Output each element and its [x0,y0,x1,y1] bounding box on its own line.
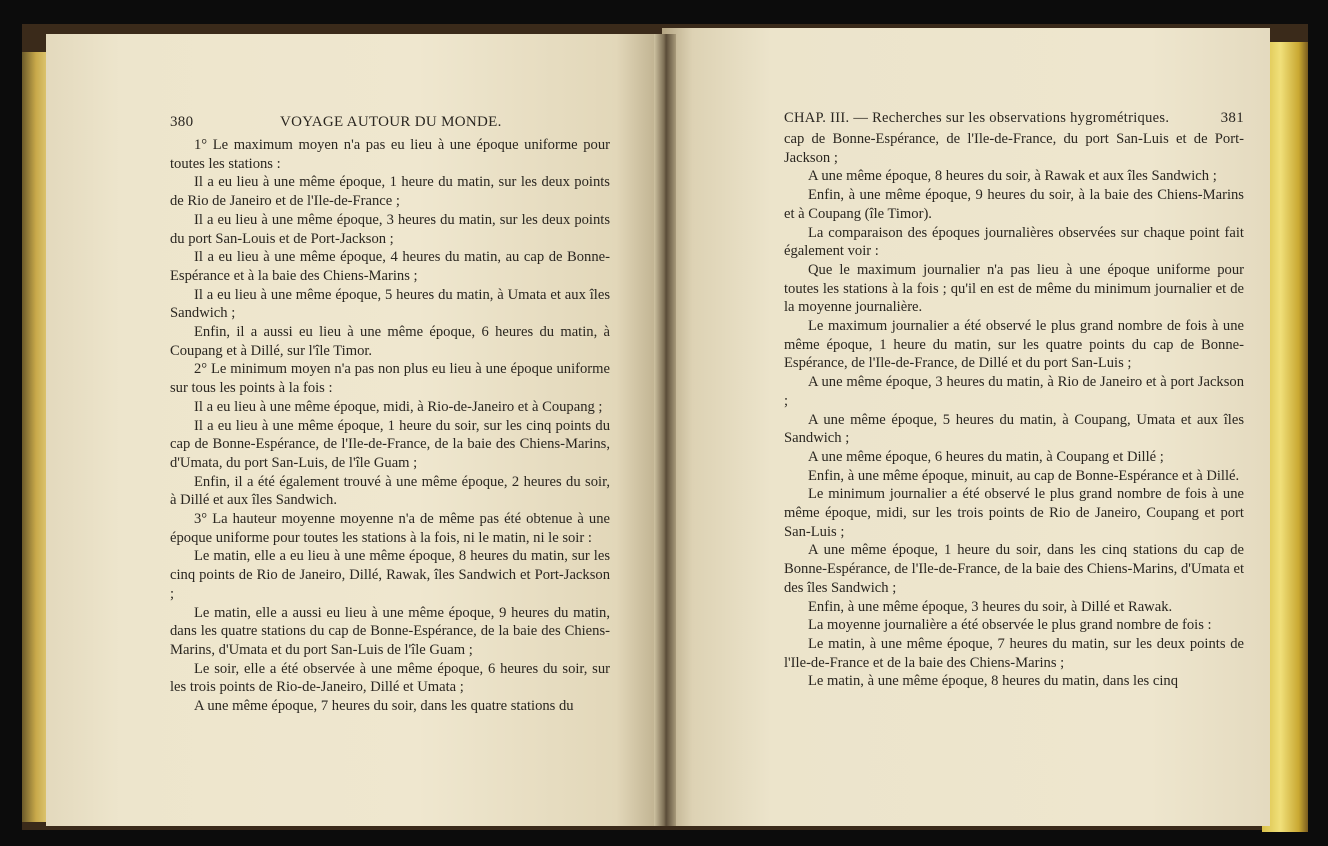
paragraph: A une même époque, 8 heures du soir, à Rawak et aux îles Sandwich ; [808,168,1217,185]
paragraph: Enfin, il a été également trouvé à une même époque, 2 heures du soir, à Dillé et aux îles Sandwich. [170,473,610,509]
right-page [662,28,1270,826]
paragraph: Le soir, elle a été observée à une même époque, 6 heures du soir, sur les trois points de Rio-de-Janeiro, Dillé et Umata ; [170,660,610,696]
paragraph: A une même époque, 3 heures du matin, à Rio de Janeiro et à port Jackson ; [784,374,1244,409]
paragraph: Le matin, elle a aussi eu lieu à une même époque, 9 heures du matin, dans les quatre stations du cap de Bonne-Espérance, de la baie des Chiens-Marins, d'Umata et du port San-Luis de l'île Guam ; [170,604,610,658]
paragraph: Le matin, à une même époque, 7 heures du matin, sur les deux points de l'Ile-de-France et de la baie des Chiens-Marins ; [784,635,1244,671]
right-page-body [784,130,1244,691]
left-page-number: 380 [170,114,194,130]
paragraph: Il a eu lieu à une même époque, 3 heures du matin, sur les deux points du port San-Louis et de Port-Jackson ; [170,211,610,247]
paragraph: Il a eu lieu à une même époque, 4 heures du matin, au cap de Bonne-Espérance et à la baie des Chiens-Marins ; [170,249,610,284]
paragraph: 2° Le minimum moyen n'a pas non plus eu lieu à une époque uniforme sur tous les points à la fois : [170,361,610,397]
paragraph: Le matin, à une même époque, 8 heures du matin, dans les cinq [808,673,1179,690]
paragraph: Que le maximum journalier n'a pas lieu à une époque uniforme pour toutes les stations à la fois ; qu'il en est de même du minimum journalier et de la moyenne journalière. [784,261,1244,316]
left-page [46,34,666,826]
book-gutter [654,34,676,826]
paragraph: Enfin, il a aussi eu lieu à une même époque, 6 heures du matin, à Coupang et à Dillé, sur l'île Timor. [170,324,610,359]
paragraph: La comparaison des époques journalières observées sur chaque point fait également voir : [784,224,1244,260]
paragraph: Il a eu lieu à une même époque, 1 heure du matin, sur les deux points de Rio de Janeiro et de l'Ile-de-France ; [170,174,610,210]
paragraph: Il a eu lieu à une même époque, midi, à Rio-de-Janeiro et à Coupang ; [194,398,603,415]
paragraph: A une même époque, 5 heures du matin, à Coupang, Umata et aux îles Sandwich ; [784,411,1244,447]
paragraph: Le minimum journalier a été observé le plus grand nombre de fois à une même époque, midi, sur les trois points de Rio de Janeiro, Coupang et port San-Luis ; [784,486,1244,540]
paragraph: 1° Le maximum moyen n'a pas eu lieu à une époque uniforme pour toutes les stations : [170,137,610,172]
paragraph: A une même époque, 1 heure du soir, dans les cinq stations du cap de Bonne-Espérance, de l'Ile-de-France, de la baie des Chiens-Marins, d'Umata et des îles Sandwich ; [784,542,1244,596]
paragraph: A une même époque, 6 heures du matin, à Coupang et Dillé ; [808,448,1164,465]
paragraph: A une même époque, 7 heures du soir, dans les quatre stations du [194,698,574,715]
paragraph: cap de Bonne-Espérance, de l'Ile-de-France, du port San-Luis et de Port-Jackson ; [784,131,1244,166]
open-book [22,24,1308,830]
paragraph: Enfin, à une même époque, minuit, au cap de Bonne-Espérance et à Dillé. [808,467,1240,484]
paragraph: Le matin, elle a eu lieu à une même époque, 8 heures du matin, sur les cinq points de Rio de Janeiro, Dillé, Rawak, îles Sandwich et Port-Jackson ; [170,548,610,602]
paragraph: La moyenne journalière a été observée le plus grand nombre de fois : [808,617,1212,634]
right-page-number: 381 [1220,110,1244,126]
paragraph: Enfin, à une même époque, 9 heures du soir, à la baie des Chiens-Marins et à Coupang (île Timor). [784,187,1244,222]
paragraph: Il a eu lieu à une même époque, 5 heures du matin, à Umata et aux îles Sandwich ; [170,286,610,322]
paragraph: Il a eu lieu à une même époque, 1 heure du soir, sur les cinq points du cap de Bonne-Espérance, de l'Ile-de-France, de la baie des Chiens-Marins, d'Umata, du port San-Luis, de l'île Guam ; [170,417,610,471]
paragraph: Enfin, à une même époque, 3 heures du soir, à Dillé et Rawak. [808,598,1173,615]
paragraph: 3° La hauteur moyenne moyenne n'a de même pas été obtenue à une époque uniforme pour toutes les stations à la fois, ni le matin, ni le soir : [170,511,610,546]
right-running-title: CHAP. III. — Recherches sur les observations hygrométriques. [784,110,1170,126]
paragraph: Le maximum journalier a été observé le plus grand nombre de fois à une même époque, 1 heure du matin, sur les quatre points du cap de Bonne-Espérance, de l'Ile-de-France, de Dillé et du port San-Luis ; [784,318,1244,372]
left-page-body [170,136,610,716]
left-running-title: VOYAGE AUTOUR DU MONDE. [280,114,502,130]
